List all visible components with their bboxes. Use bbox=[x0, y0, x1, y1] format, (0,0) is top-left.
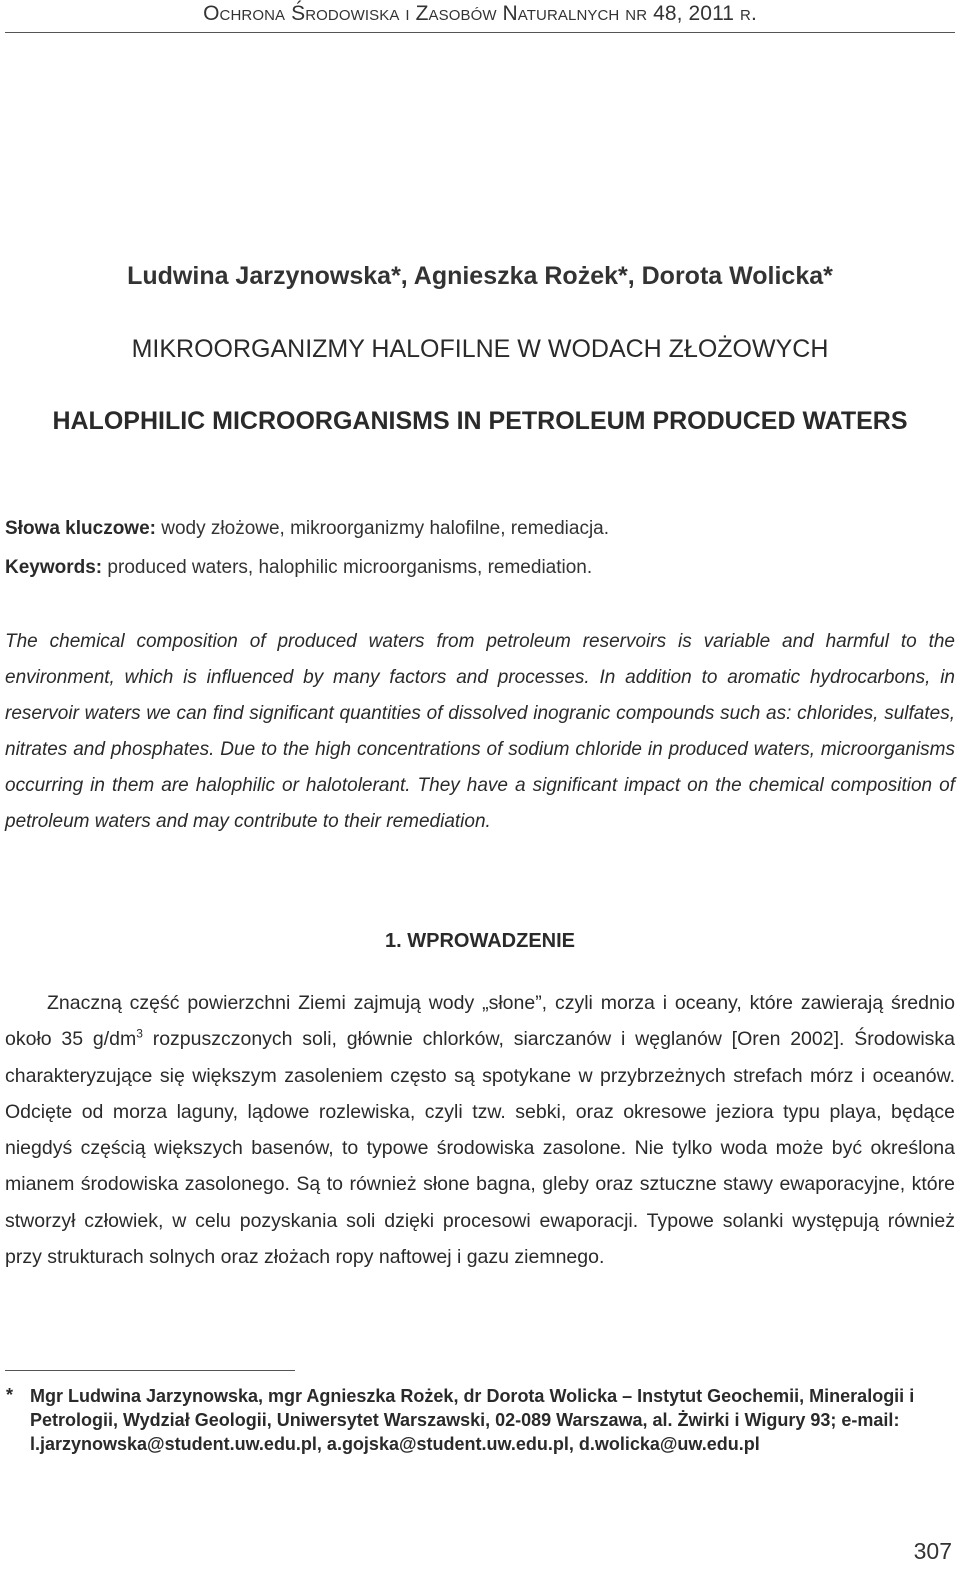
body-paragraph bbox=[5, 985, 955, 1275]
body-text-part-1: Znaczną część powierzchni Ziemi zajmują wody „słone”, czyli morza i oceany, które zawierają średnio około 35 g/dm bbox=[5, 992, 955, 1051]
keywords-polish bbox=[5, 518, 955, 540]
page-number: 307 bbox=[913, 1538, 952, 1564]
footnote-marker: * bbox=[6, 1385, 14, 1405]
keywords-polish-text: wody złożowe, mikroorganizmy halofilne, remediacja. bbox=[161, 518, 610, 539]
keywords-english bbox=[5, 557, 955, 579]
article-title-english: HALOPHILIC MICROORGANISMS IN PETROLEUM PRODUCED WATERS bbox=[52, 407, 908, 435]
keywords-english-label: Keywords: bbox=[5, 557, 103, 578]
header-divider bbox=[5, 32, 955, 33]
article-authors: Ludwina Jarzynowska*, Agnieszka Rożek*, Dorota Wolicka* bbox=[127, 262, 833, 290]
abstract: The chemical composition of produced waters from petroleum reservoirs is variable and harmful to the environment, which is influenced by many factors and processes. In addition to aromatic hydrocarbons, in reservoir waters we can find significant quantities of dissolved inogranic compounds such as: chlorides, sulfates, nitrates and phosphates. Due to the high concentrations of sodium chloride in produced waters, microorganisms occurring in them are halophilic or halotolerant. They have a significant impact on the chemical composition of petroleum waters and may contribute to their remediation. bbox=[5, 631, 955, 832]
footnote-divider bbox=[5, 1370, 295, 1371]
body-text-part-2: rozpuszczonych soli, głównie chlorków, siarczanów i węglanów [Oren 2002]. Środowiska charakteryzujące się większym zasoleniem często są spotykane w przybrzeżnych strefach mórz i oceanów. Odcięte od morza laguny, lądowe rozlewiska, czyli tzw. sebki, oraz okresowe jeziora typu playa, będące niegdyś częścią większych basenów, to typowe środowiska zasolone. Nie tylko woda może być określona mianem środowiska zasolonego. Są to również słone bagna, gleby oraz sztuczne stawy ewaporacyjne, które stworzył człowiek, w celu pozyskania soli dzięki procesowi ewaporacji. Typowe solanki występują również przy strukturach solnych oraz złożach ropy naftowej i gazu ziemnego. bbox=[5, 1028, 956, 1269]
journal-header: Ochrona Środowiska i Zasobów Naturalnych nr 48, 2011 r. bbox=[203, 2, 757, 25]
article-title-polish: MIKROORGANIZMY HALOFILNE W WODACH ZŁOŻOWYCH bbox=[131, 335, 829, 363]
keywords-english-text: produced waters, halophilic microorganisms, remediation. bbox=[107, 557, 593, 578]
superscript: 3 bbox=[136, 1026, 143, 1041]
keywords-polish-label: Słowa kluczowe: bbox=[5, 518, 156, 539]
footnote-text: Mgr Ludwina Jarzynowska, mgr Agnieszka Rożek, dr Dorota Wolicka – Instytut Geochemii, Mineralogii i Petrologii, Wydział Geologii, Uniwersytet Warszawski, 02-089 Warszawa, al. Żwirki i Wigury 93; e-mail: l.jarzynowska@student.uw.edu.pl, a.gojska@student.uw.edu.pl, d.wolicka@uw.edu.pl bbox=[30, 1386, 915, 1454]
section-heading: 1. WPROWADZENIE bbox=[384, 930, 575, 952]
